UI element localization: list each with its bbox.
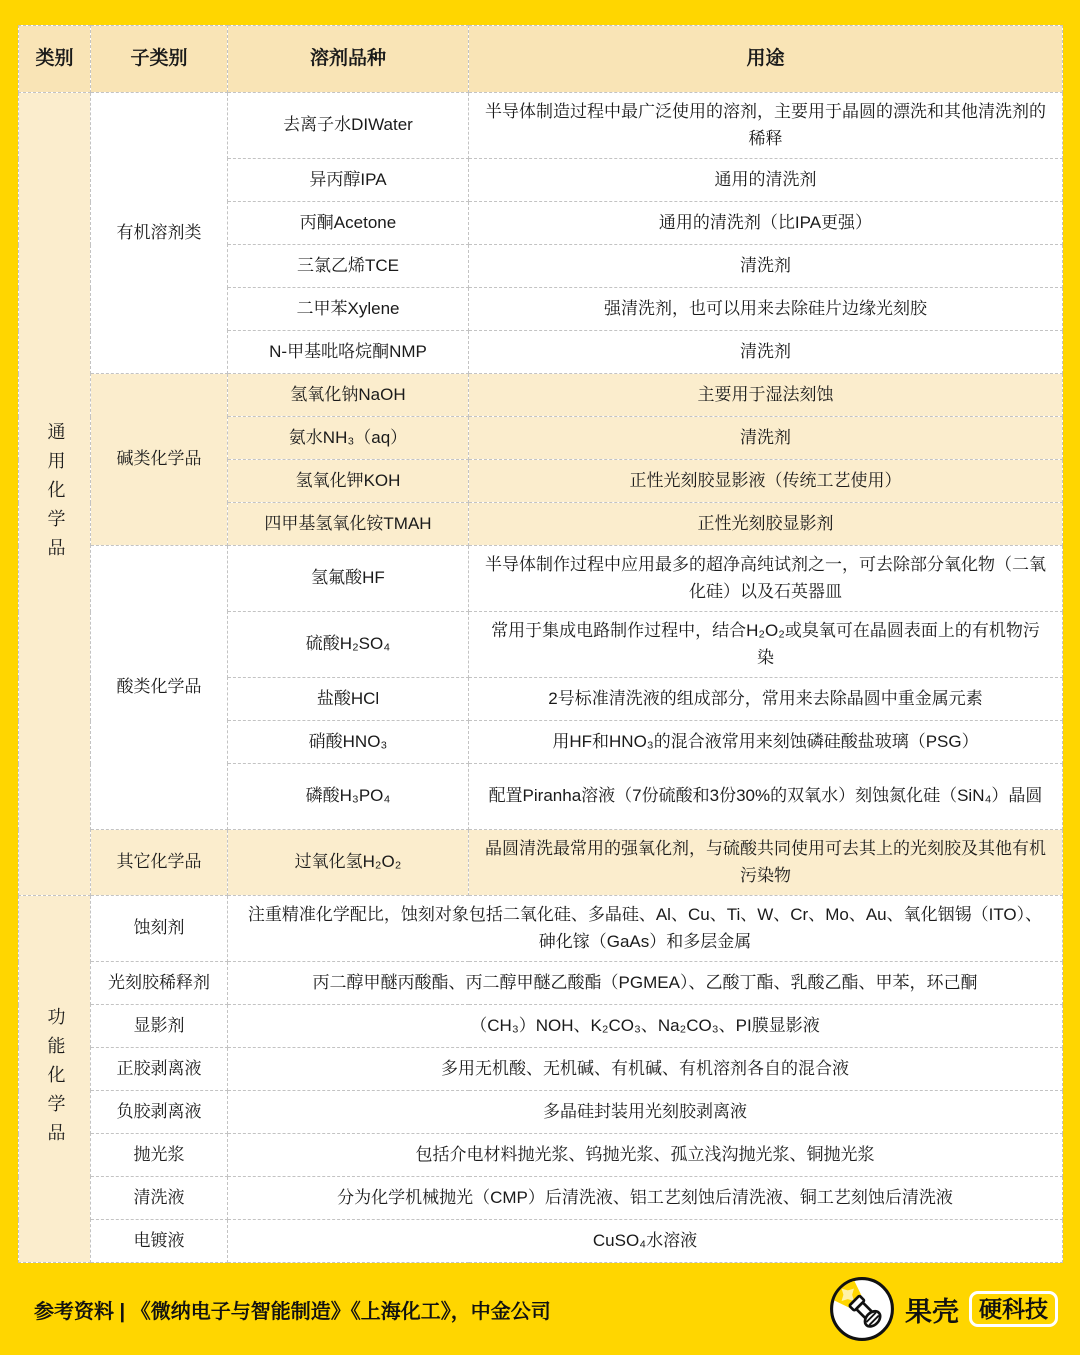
table-row	[19, 1091, 1063, 1134]
usage-cell: 通用的清洗剂（比IPA更强）	[469, 202, 1063, 245]
solvent-cell: 硝酸HNO₃	[228, 721, 469, 764]
table-row	[19, 896, 1063, 962]
solvent-cell: 氢氟酸HF	[228, 546, 469, 612]
usage-cell: 强清洗剂，也可以用来去除硅片边缘光刻胶	[469, 288, 1063, 331]
solvent-cell: 氢氧化钾KOH	[228, 460, 469, 503]
footer	[18, 1263, 1062, 1355]
usage-cell: 清洗剂	[469, 331, 1063, 374]
solvent-cell: 三氯乙烯TCE	[228, 245, 469, 288]
functional-usage-cell: 包括介电材料抛光浆、钨抛光浆、孤立浅沟抛光浆、铜抛光浆	[228, 1134, 1063, 1177]
category-cell	[19, 93, 91, 896]
functional-usage-cell: 多晶硅封装用光刻胶剥离液	[228, 1091, 1063, 1134]
functional-usage-cell: 分为化学机械抛光（CMP）后清洗液、铝工艺刻蚀后清洗液、铜工艺刻蚀后清洗液	[228, 1177, 1063, 1220]
brand-sub-badge: 硬科技	[969, 1291, 1058, 1328]
header-category: 类别	[19, 26, 91, 93]
functional-usage-cell: （CH₃）NOH、K₂CO₃、Na₂CO₃、PI膜显影液	[228, 1005, 1063, 1048]
solvent-cell: N-甲基吡咯烷酮NMP	[228, 331, 469, 374]
usage-cell: 用HF和HNO₃的混合液常用来刻蚀磷硅酸盐玻璃（PSG）	[469, 721, 1063, 764]
solvent-cell: 磷酸H₃PO₄	[228, 764, 469, 830]
functional-name-cell: 抛光浆	[91, 1134, 228, 1177]
usage-cell: 清洗剂	[469, 417, 1063, 460]
table-row	[19, 1220, 1063, 1263]
functional-name-cell: 正胶剥离液	[91, 1048, 228, 1091]
subcategory-cell: 有机溶剂类	[91, 93, 228, 374]
solvent-cell: 氢氧化钠NaOH	[228, 374, 469, 417]
usage-cell: 通用的清洗剂	[469, 159, 1063, 202]
subcategory-cell: 碱类化学品	[91, 374, 228, 546]
functional-usage-cell: CuSO₄水溶液	[228, 1220, 1063, 1263]
usage-cell: 常用于集成电路制作过程中，结合H₂O₂或臭氧可在晶圆表面上的有机物污染	[469, 612, 1063, 678]
subcategory-cell: 酸类化学品	[91, 546, 228, 830]
table-row	[19, 374, 1063, 417]
solvent-cell: 过氧化氢H₂O₂	[228, 830, 469, 896]
usage-cell: 正性光刻胶显影剂	[469, 503, 1063, 546]
functional-name-cell: 清洗液	[91, 1177, 228, 1220]
usage-cell: 半导体制造过程中最广泛使用的溶剂，主要用于晶圆的漂洗和其他清洗剂的稀释	[469, 93, 1063, 159]
usage-cell: 配置Piranha溶液（7份硫酸和3份30%的双氧水）刻蚀氮化硅（SiN₄）晶圆	[469, 764, 1063, 830]
solvent-cell: 四甲基氢氧化铵TMAH	[228, 503, 469, 546]
header-solvent: 溶剂品种	[228, 26, 469, 93]
solvent-cell: 丙酮Acetone	[228, 202, 469, 245]
solvent-cell: 去离子水DIWater	[228, 93, 469, 159]
table-row	[19, 1177, 1063, 1220]
brand-lockup	[829, 1276, 1058, 1342]
category-cell	[19, 896, 91, 1263]
table-row	[19, 546, 1063, 612]
category-label: 功能化学品	[45, 1006, 66, 1152]
brand-name: 果壳	[905, 1296, 959, 1327]
header-usage: 用途	[469, 26, 1063, 93]
category-label: 通用化学品	[45, 421, 66, 567]
usage-cell: 晶圆清洗最常用的强氧化剂，与硫酸共同使用可去其上的光刻胶及其他有机污染物	[469, 830, 1063, 896]
usage-cell: 2号标准清洗液的组成部分，常用来去除晶圆中重金属元素	[469, 678, 1063, 721]
header-subcategory: 子类别	[91, 26, 228, 93]
table-row	[19, 1048, 1063, 1091]
subcategory-cell: 其它化学品	[91, 830, 228, 896]
chemicals-table	[18, 25, 1063, 1263]
reference-text: 参考资料 | 《微纳电子与智能制造》《上海化工》，中金公司	[34, 1300, 551, 1323]
functional-name-cell: 光刻胶稀释剂	[91, 962, 228, 1005]
functional-usage-cell: 多用无机酸、无机碱、有机碱、有机溶剂各自的混合液	[228, 1048, 1063, 1091]
usage-cell: 清洗剂	[469, 245, 1063, 288]
functional-name-cell: 电镀液	[91, 1220, 228, 1263]
solvent-cell: 二甲苯Xylene	[228, 288, 469, 331]
solvent-cell: 异丙醇IPA	[228, 159, 469, 202]
solvent-cell: 盐酸HCl	[228, 678, 469, 721]
functional-name-cell: 显影剂	[91, 1005, 228, 1048]
usage-cell: 正性光刻胶显影液（传统工艺使用）	[469, 460, 1063, 503]
table-row	[19, 962, 1063, 1005]
functional-usage-cell: 丙二醇甲醚丙酸酯、丙二醇甲醚乙酸酯（PGMEA）、乙酸丁酯、乳酸乙酯、甲苯，环己酮	[228, 962, 1063, 1005]
usage-cell: 主要用于湿法刻蚀	[469, 374, 1063, 417]
functional-usage-cell: 注重精准化学配比，蚀刻对象包括二氧化硅、多晶硅、Al、Cu、Ti、W、Cr、Mo、Au、氧化铟锡（ITO）、砷化镓（GaAs）和多层金属	[228, 896, 1063, 962]
solvent-cell: 硫酸H₂SO₄	[228, 612, 469, 678]
usage-cell: 半导体制作过程中应用最多的超净高纯试剂之一，可去除部分氧化物（二氧化硅）以及石英器皿	[469, 546, 1063, 612]
solvent-cell: 氨水NH₃（aq）	[228, 417, 469, 460]
header-row	[19, 26, 1063, 93]
functional-name-cell: 蚀刻剂	[91, 896, 228, 962]
table-row	[19, 93, 1063, 159]
flashlight-in-hand-icon	[829, 1276, 895, 1342]
functional-name-cell: 负胶剥离液	[91, 1091, 228, 1134]
table-row	[19, 1134, 1063, 1177]
table-row	[19, 830, 1063, 896]
table-row	[19, 1005, 1063, 1048]
